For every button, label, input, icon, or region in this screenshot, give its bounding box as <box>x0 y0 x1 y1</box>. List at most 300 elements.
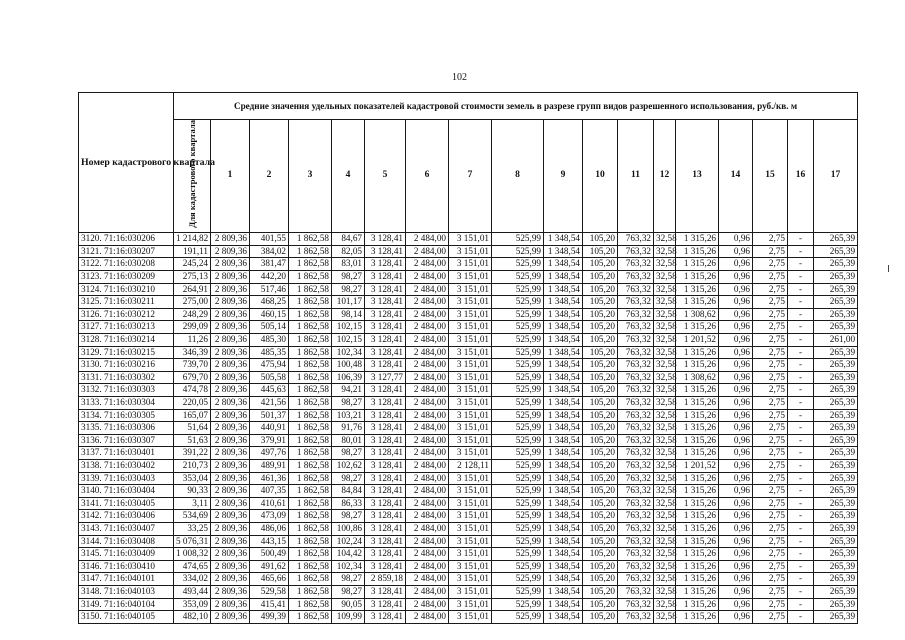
quarter-id-cell: 3134. 71:16:030305 <box>79 409 174 422</box>
value-cell: 763,32 <box>618 359 654 372</box>
value-cell: 98,27 <box>332 283 365 296</box>
value-cell: 2 809,36 <box>211 573 250 586</box>
value-cell: 0,96 <box>719 233 753 246</box>
value-cell: 210,73 <box>174 459 211 472</box>
value-cell: 0,96 <box>719 522 753 535</box>
value-cell: 0,96 <box>719 308 753 321</box>
value-cell: 2,75 <box>753 397 788 410</box>
value-cell: 2 809,36 <box>211 296 250 309</box>
value-cell: 98,27 <box>332 271 365 284</box>
value-cell: - <box>788 472 814 485</box>
value-cell: 32,58 <box>654 510 676 523</box>
value-cell: 265,39 <box>814 371 858 384</box>
value-cell: 102,15 <box>332 334 365 347</box>
value-cell: 32,58 <box>654 611 676 624</box>
quarter-id-cell: 3123. 71:16:030209 <box>79 271 174 284</box>
value-cell: 763,32 <box>618 283 654 296</box>
value-cell: 32,58 <box>654 346 676 359</box>
value-cell: 2,75 <box>753 573 788 586</box>
value-cell: 763,32 <box>618 334 654 347</box>
value-cell: - <box>788 598 814 611</box>
value-cell: 482,10 <box>174 611 211 624</box>
value-cell: 1 862,58 <box>289 296 332 309</box>
value-cell: - <box>788 397 814 410</box>
value-cell: 2 484,00 <box>406 510 449 523</box>
value-cell: 2 809,36 <box>211 409 250 422</box>
value-cell: 2 484,00 <box>406 522 449 535</box>
value-cell: 3 128,41 <box>365 233 406 246</box>
value-cell: - <box>788 422 814 435</box>
value-cell: 679,70 <box>174 371 211 384</box>
table-row <box>79 245 858 258</box>
value-cell: 105,20 <box>583 560 618 573</box>
value-cell: 525,99 <box>492 522 544 535</box>
value-cell: 265,39 <box>814 233 858 246</box>
value-cell: 32,58 <box>654 334 676 347</box>
value-cell: 525,99 <box>492 472 544 485</box>
table-row <box>79 308 858 321</box>
value-cell: 3 151,01 <box>449 308 492 321</box>
value-cell: 1 201,52 <box>676 334 719 347</box>
value-cell: 1 348,54 <box>544 409 583 422</box>
value-cell: 2 484,00 <box>406 611 449 624</box>
value-cell: 32,58 <box>654 371 676 384</box>
value-cell: 1 862,58 <box>289 560 332 573</box>
value-cell: 525,99 <box>492 459 544 472</box>
quarter-id-cell: 3125. 71:16:030211 <box>79 296 174 309</box>
value-cell: 3 128,41 <box>365 585 406 598</box>
value-cell: 2,75 <box>753 510 788 523</box>
value-cell: 265,39 <box>814 346 858 359</box>
value-cell: 245,24 <box>174 258 211 271</box>
value-cell: 32,58 <box>654 434 676 447</box>
value-cell: 0,96 <box>719 271 753 284</box>
value-cell: 2 809,36 <box>211 434 250 447</box>
value-cell: 1 315,26 <box>676 535 719 548</box>
value-cell: 265,39 <box>814 422 858 435</box>
value-cell: 353,09 <box>174 598 211 611</box>
value-cell: 105,20 <box>583 346 618 359</box>
value-cell: 2 484,00 <box>406 447 449 460</box>
value-cell: 1 862,58 <box>289 485 332 498</box>
margin-mark <box>888 265 889 272</box>
value-cell: 105,20 <box>583 409 618 422</box>
value-cell: 2 809,36 <box>211 334 250 347</box>
value-cell: 105,20 <box>583 258 618 271</box>
value-cell: 525,99 <box>492 245 544 258</box>
value-cell: 474,78 <box>174 384 211 397</box>
value-cell: 102,15 <box>332 321 365 334</box>
value-cell: 525,99 <box>492 598 544 611</box>
value-cell: 165,07 <box>174 409 211 422</box>
value-cell: 265,39 <box>814 510 858 523</box>
value-cell: 80,01 <box>332 434 365 447</box>
value-cell: 105,20 <box>583 497 618 510</box>
value-cell: 763,32 <box>618 598 654 611</box>
value-cell: 1 315,26 <box>676 472 719 485</box>
page-number: 102 <box>452 72 467 83</box>
value-cell: 32,58 <box>654 598 676 611</box>
value-cell: 2,75 <box>753 359 788 372</box>
value-cell: 0,96 <box>719 485 753 498</box>
value-cell: 220,05 <box>174 397 211 410</box>
quarter-id-cell: 3120. 71:16:030206 <box>79 233 174 246</box>
value-cell: 2,75 <box>753 245 788 258</box>
value-cell: 1 315,26 <box>676 384 719 397</box>
value-cell: 2 484,00 <box>406 548 449 561</box>
value-cell: 2,75 <box>753 233 788 246</box>
value-cell: 763,32 <box>618 346 654 359</box>
value-cell: - <box>788 585 814 598</box>
value-cell: 763,32 <box>618 422 654 435</box>
value-cell: 499,39 <box>250 611 289 624</box>
column-header-5: 5 <box>365 120 406 233</box>
value-cell: 264,91 <box>174 283 211 296</box>
value-cell: 2 809,36 <box>211 397 250 410</box>
quarter-id-cell: 3141. 71:16:030405 <box>79 497 174 510</box>
value-cell: 261,00 <box>814 334 858 347</box>
value-cell: 763,32 <box>618 459 654 472</box>
value-cell: - <box>788 497 814 510</box>
value-cell: 3 128,41 <box>365 535 406 548</box>
value-cell: 763,32 <box>618 397 654 410</box>
value-cell: 2 809,36 <box>211 598 250 611</box>
value-cell: 1 315,26 <box>676 485 719 498</box>
table-row <box>79 271 858 284</box>
value-cell: 3 151,01 <box>449 434 492 447</box>
value-cell: 1 348,54 <box>544 535 583 548</box>
value-cell: 32,58 <box>654 245 676 258</box>
value-cell: - <box>788 271 814 284</box>
group-title: Средние значения удельных показателей кадастровой стоимости земель в разрезе групп видов разрешенного использования, руб./кв. м <box>174 93 858 120</box>
quarter-id-cell: 3126. 71:16:030212 <box>79 308 174 321</box>
value-cell: 763,32 <box>618 258 654 271</box>
value-cell: 421,56 <box>250 397 289 410</box>
quarter-id-cell: 3146. 71:16:030410 <box>79 560 174 573</box>
value-cell: 763,32 <box>618 585 654 598</box>
table-row <box>79 397 858 410</box>
value-cell: 3 151,01 <box>449 611 492 624</box>
value-cell: 275,00 <box>174 296 211 309</box>
table-row <box>79 548 858 561</box>
value-cell: 1 315,26 <box>676 409 719 422</box>
quarter-id-cell: 3136. 71:16:030307 <box>79 434 174 447</box>
value-cell: 1 348,54 <box>544 422 583 435</box>
value-cell: 1 348,54 <box>544 485 583 498</box>
value-cell: 525,99 <box>492 510 544 523</box>
table-row <box>79 510 858 523</box>
quarter-id-cell: 3145. 71:16:030409 <box>79 548 174 561</box>
column-number-row <box>79 120 858 233</box>
value-cell: 265,39 <box>814 447 858 460</box>
value-cell: 0,96 <box>719 334 753 347</box>
value-cell: - <box>788 233 814 246</box>
value-cell: 32,58 <box>654 459 676 472</box>
value-cell: 763,32 <box>618 371 654 384</box>
value-cell: 265,39 <box>814 434 858 447</box>
column-header-4: 4 <box>332 120 365 233</box>
table-row <box>79 459 858 472</box>
table-row <box>79 296 858 309</box>
value-cell: 2 484,00 <box>406 598 449 611</box>
table-row <box>79 359 858 372</box>
value-cell: 191,11 <box>174 245 211 258</box>
value-cell: 1 862,58 <box>289 573 332 586</box>
value-cell: - <box>788 560 814 573</box>
value-cell: 91,76 <box>332 422 365 435</box>
value-cell: 1 348,54 <box>544 371 583 384</box>
value-cell: 32,58 <box>654 397 676 410</box>
value-cell: 32,58 <box>654 409 676 422</box>
value-cell: 763,32 <box>618 611 654 624</box>
value-cell: - <box>788 245 814 258</box>
value-cell: 474,65 <box>174 560 211 573</box>
value-cell: 2 809,36 <box>211 346 250 359</box>
value-cell: 102,34 <box>332 560 365 573</box>
value-cell: 0,96 <box>719 497 753 510</box>
value-cell: 1 862,58 <box>289 434 332 447</box>
value-cell: - <box>788 409 814 422</box>
value-cell: 265,39 <box>814 548 858 561</box>
value-cell: 2 484,00 <box>406 258 449 271</box>
value-cell: 2,75 <box>753 598 788 611</box>
value-cell: 1 315,26 <box>676 611 719 624</box>
value-cell: 410,61 <box>250 497 289 510</box>
value-cell: 265,39 <box>814 359 858 372</box>
value-cell: 1 315,26 <box>676 296 719 309</box>
table-row <box>79 334 858 347</box>
value-cell: 525,99 <box>492 497 544 510</box>
value-cell: 1 348,54 <box>544 548 583 561</box>
value-cell: 105,20 <box>583 585 618 598</box>
value-cell: 0,96 <box>719 510 753 523</box>
value-cell: 2 809,36 <box>211 510 250 523</box>
value-cell: 5 076,31 <box>174 535 211 548</box>
value-cell: 1 315,26 <box>676 283 719 296</box>
value-cell: 2 484,00 <box>406 371 449 384</box>
value-cell: - <box>788 334 814 347</box>
quarter-id-cell: 3147. 71:16:040101 <box>79 573 174 586</box>
value-cell: 3 128,41 <box>365 359 406 372</box>
value-cell: 353,04 <box>174 472 211 485</box>
value-cell: 534,69 <box>174 510 211 523</box>
value-cell: 265,39 <box>814 611 858 624</box>
value-cell: 2 809,36 <box>211 522 250 535</box>
value-cell: 0,96 <box>719 283 753 296</box>
value-cell: 3 128,41 <box>365 510 406 523</box>
value-cell: 3 151,01 <box>449 485 492 498</box>
value-cell: 265,39 <box>814 522 858 535</box>
quarter-id-cell: 3131. 71:16:030302 <box>79 371 174 384</box>
value-cell: 1 315,26 <box>676 258 719 271</box>
value-cell: 0,96 <box>719 611 753 624</box>
value-cell: 32,58 <box>654 384 676 397</box>
value-cell: 517,46 <box>250 283 289 296</box>
value-cell: - <box>788 548 814 561</box>
value-cell: 3 128,41 <box>365 485 406 498</box>
value-cell: 0,96 <box>719 598 753 611</box>
value-cell: 265,39 <box>814 497 858 510</box>
value-cell: 391,22 <box>174 447 211 460</box>
value-cell: 3 151,01 <box>449 296 492 309</box>
value-cell: 105,20 <box>583 459 618 472</box>
column-header-7: 7 <box>449 120 492 233</box>
value-cell: 1 862,58 <box>289 308 332 321</box>
value-cell: - <box>788 371 814 384</box>
value-cell: 1 315,26 <box>676 548 719 561</box>
value-cell: 3 128,41 <box>365 308 406 321</box>
value-cell: 105,20 <box>583 283 618 296</box>
value-cell: 2 809,36 <box>211 321 250 334</box>
value-cell: 2 809,36 <box>211 535 250 548</box>
value-cell: 3 151,01 <box>449 573 492 586</box>
value-cell: 2 484,00 <box>406 359 449 372</box>
value-cell: 98,27 <box>332 585 365 598</box>
value-cell: 32,58 <box>654 271 676 284</box>
value-cell: 32,58 <box>654 308 676 321</box>
value-cell: 1 348,54 <box>544 346 583 359</box>
value-cell: 525,99 <box>492 346 544 359</box>
value-cell: 2 128,11 <box>449 459 492 472</box>
value-cell: 1 348,54 <box>544 447 583 460</box>
value-cell: 1 348,54 <box>544 397 583 410</box>
value-cell: 3 128,41 <box>365 321 406 334</box>
value-cell: 248,29 <box>174 308 211 321</box>
value-cell: 525,99 <box>492 296 544 309</box>
value-cell: 265,39 <box>814 598 858 611</box>
value-cell: 1 348,54 <box>544 321 583 334</box>
value-cell: 2 859,18 <box>365 573 406 586</box>
column-header-3: 3 <box>289 120 332 233</box>
value-cell: 1 348,54 <box>544 258 583 271</box>
value-cell: 1 862,58 <box>289 472 332 485</box>
value-cell: 334,02 <box>174 573 211 586</box>
value-cell: 101,17 <box>332 296 365 309</box>
value-cell: 1 315,26 <box>676 271 719 284</box>
value-cell: 3 128,41 <box>365 472 406 485</box>
quarter-id-cell: 3137. 71:16:030401 <box>79 447 174 460</box>
value-cell: 1 862,58 <box>289 245 332 258</box>
value-cell: 2 809,36 <box>211 611 250 624</box>
value-cell: 505,14 <box>250 321 289 334</box>
value-cell: 32,58 <box>654 321 676 334</box>
value-cell: 2 809,36 <box>211 384 250 397</box>
value-cell: 105,20 <box>583 535 618 548</box>
value-cell: 763,32 <box>618 296 654 309</box>
value-cell: 0,96 <box>719 384 753 397</box>
value-cell: 32,58 <box>654 485 676 498</box>
value-cell: 1 862,58 <box>289 384 332 397</box>
value-cell: 51,64 <box>174 422 211 435</box>
value-cell: 445,63 <box>250 384 289 397</box>
value-cell: - <box>788 359 814 372</box>
value-cell: 763,32 <box>618 522 654 535</box>
value-cell: 32,58 <box>654 472 676 485</box>
value-cell: 763,32 <box>618 245 654 258</box>
value-cell: 763,32 <box>618 560 654 573</box>
value-cell: 0,96 <box>719 371 753 384</box>
value-cell: 3 151,01 <box>449 397 492 410</box>
value-cell: 2 809,36 <box>211 245 250 258</box>
value-cell: 1 315,26 <box>676 321 719 334</box>
value-cell: 1 315,26 <box>676 397 719 410</box>
value-cell: 525,99 <box>492 535 544 548</box>
quarter-id-cell: 3148. 71:16:040103 <box>79 585 174 598</box>
value-cell: 105,20 <box>583 397 618 410</box>
value-cell: 3 151,01 <box>449 422 492 435</box>
value-cell: 103,21 <box>332 409 365 422</box>
value-cell: 1 862,58 <box>289 233 332 246</box>
value-cell: 84,67 <box>332 233 365 246</box>
value-cell: 2 484,00 <box>406 397 449 410</box>
value-cell: 2 484,00 <box>406 308 449 321</box>
value-cell: 2,75 <box>753 434 788 447</box>
value-cell: 0,96 <box>719 409 753 422</box>
table-body <box>79 233 858 623</box>
value-cell: 525,99 <box>492 258 544 271</box>
table-row <box>79 522 858 535</box>
value-cell: 2,75 <box>753 560 788 573</box>
value-cell: 763,32 <box>618 321 654 334</box>
table-row <box>79 384 858 397</box>
value-cell: 105,20 <box>583 308 618 321</box>
value-cell: 3 151,01 <box>449 245 492 258</box>
value-cell: 105,20 <box>583 334 618 347</box>
value-cell: 0,96 <box>719 296 753 309</box>
value-cell: 525,99 <box>492 409 544 422</box>
value-cell: 1 315,26 <box>676 434 719 447</box>
value-cell: 1 862,58 <box>289 522 332 535</box>
value-cell: 102,62 <box>332 459 365 472</box>
value-cell: 1 315,26 <box>676 245 719 258</box>
value-cell: - <box>788 573 814 586</box>
value-cell: 3 151,01 <box>449 447 492 460</box>
value-cell: 3 151,01 <box>449 472 492 485</box>
value-cell: 2 484,00 <box>406 409 449 422</box>
quarter-id-cell: 3142. 71:16:030406 <box>79 510 174 523</box>
area-column-header: Для кадастрового квартала <box>174 120 211 233</box>
value-cell: 1 348,54 <box>544 308 583 321</box>
value-cell: 2 809,36 <box>211 548 250 561</box>
value-cell: 86,33 <box>332 497 365 510</box>
value-cell: 1 862,58 <box>289 283 332 296</box>
value-cell: 1 862,58 <box>289 397 332 410</box>
value-cell: 1 348,54 <box>544 296 583 309</box>
value-cell: 98,27 <box>332 510 365 523</box>
value-cell: 32,58 <box>654 447 676 460</box>
value-cell: 401,55 <box>250 233 289 246</box>
value-cell: 468,25 <box>250 296 289 309</box>
value-cell: 525,99 <box>492 585 544 598</box>
table-row <box>79 371 858 384</box>
value-cell: 3 128,41 <box>365 459 406 472</box>
value-cell: 83,01 <box>332 258 365 271</box>
value-cell: 525,99 <box>492 422 544 435</box>
value-cell: 497,76 <box>250 447 289 460</box>
value-cell: 2 484,00 <box>406 245 449 258</box>
value-cell: 1 862,58 <box>289 598 332 611</box>
value-cell: 1 862,58 <box>289 611 332 624</box>
value-cell: 104,42 <box>332 548 365 561</box>
value-cell: - <box>788 296 814 309</box>
value-cell: 32,58 <box>654 283 676 296</box>
value-cell: 2 809,36 <box>211 283 250 296</box>
value-cell: 1 315,26 <box>676 560 719 573</box>
value-cell: 2 809,36 <box>211 422 250 435</box>
value-cell: 2 484,00 <box>406 472 449 485</box>
value-cell: 1 862,58 <box>289 334 332 347</box>
value-cell: 525,99 <box>492 321 544 334</box>
